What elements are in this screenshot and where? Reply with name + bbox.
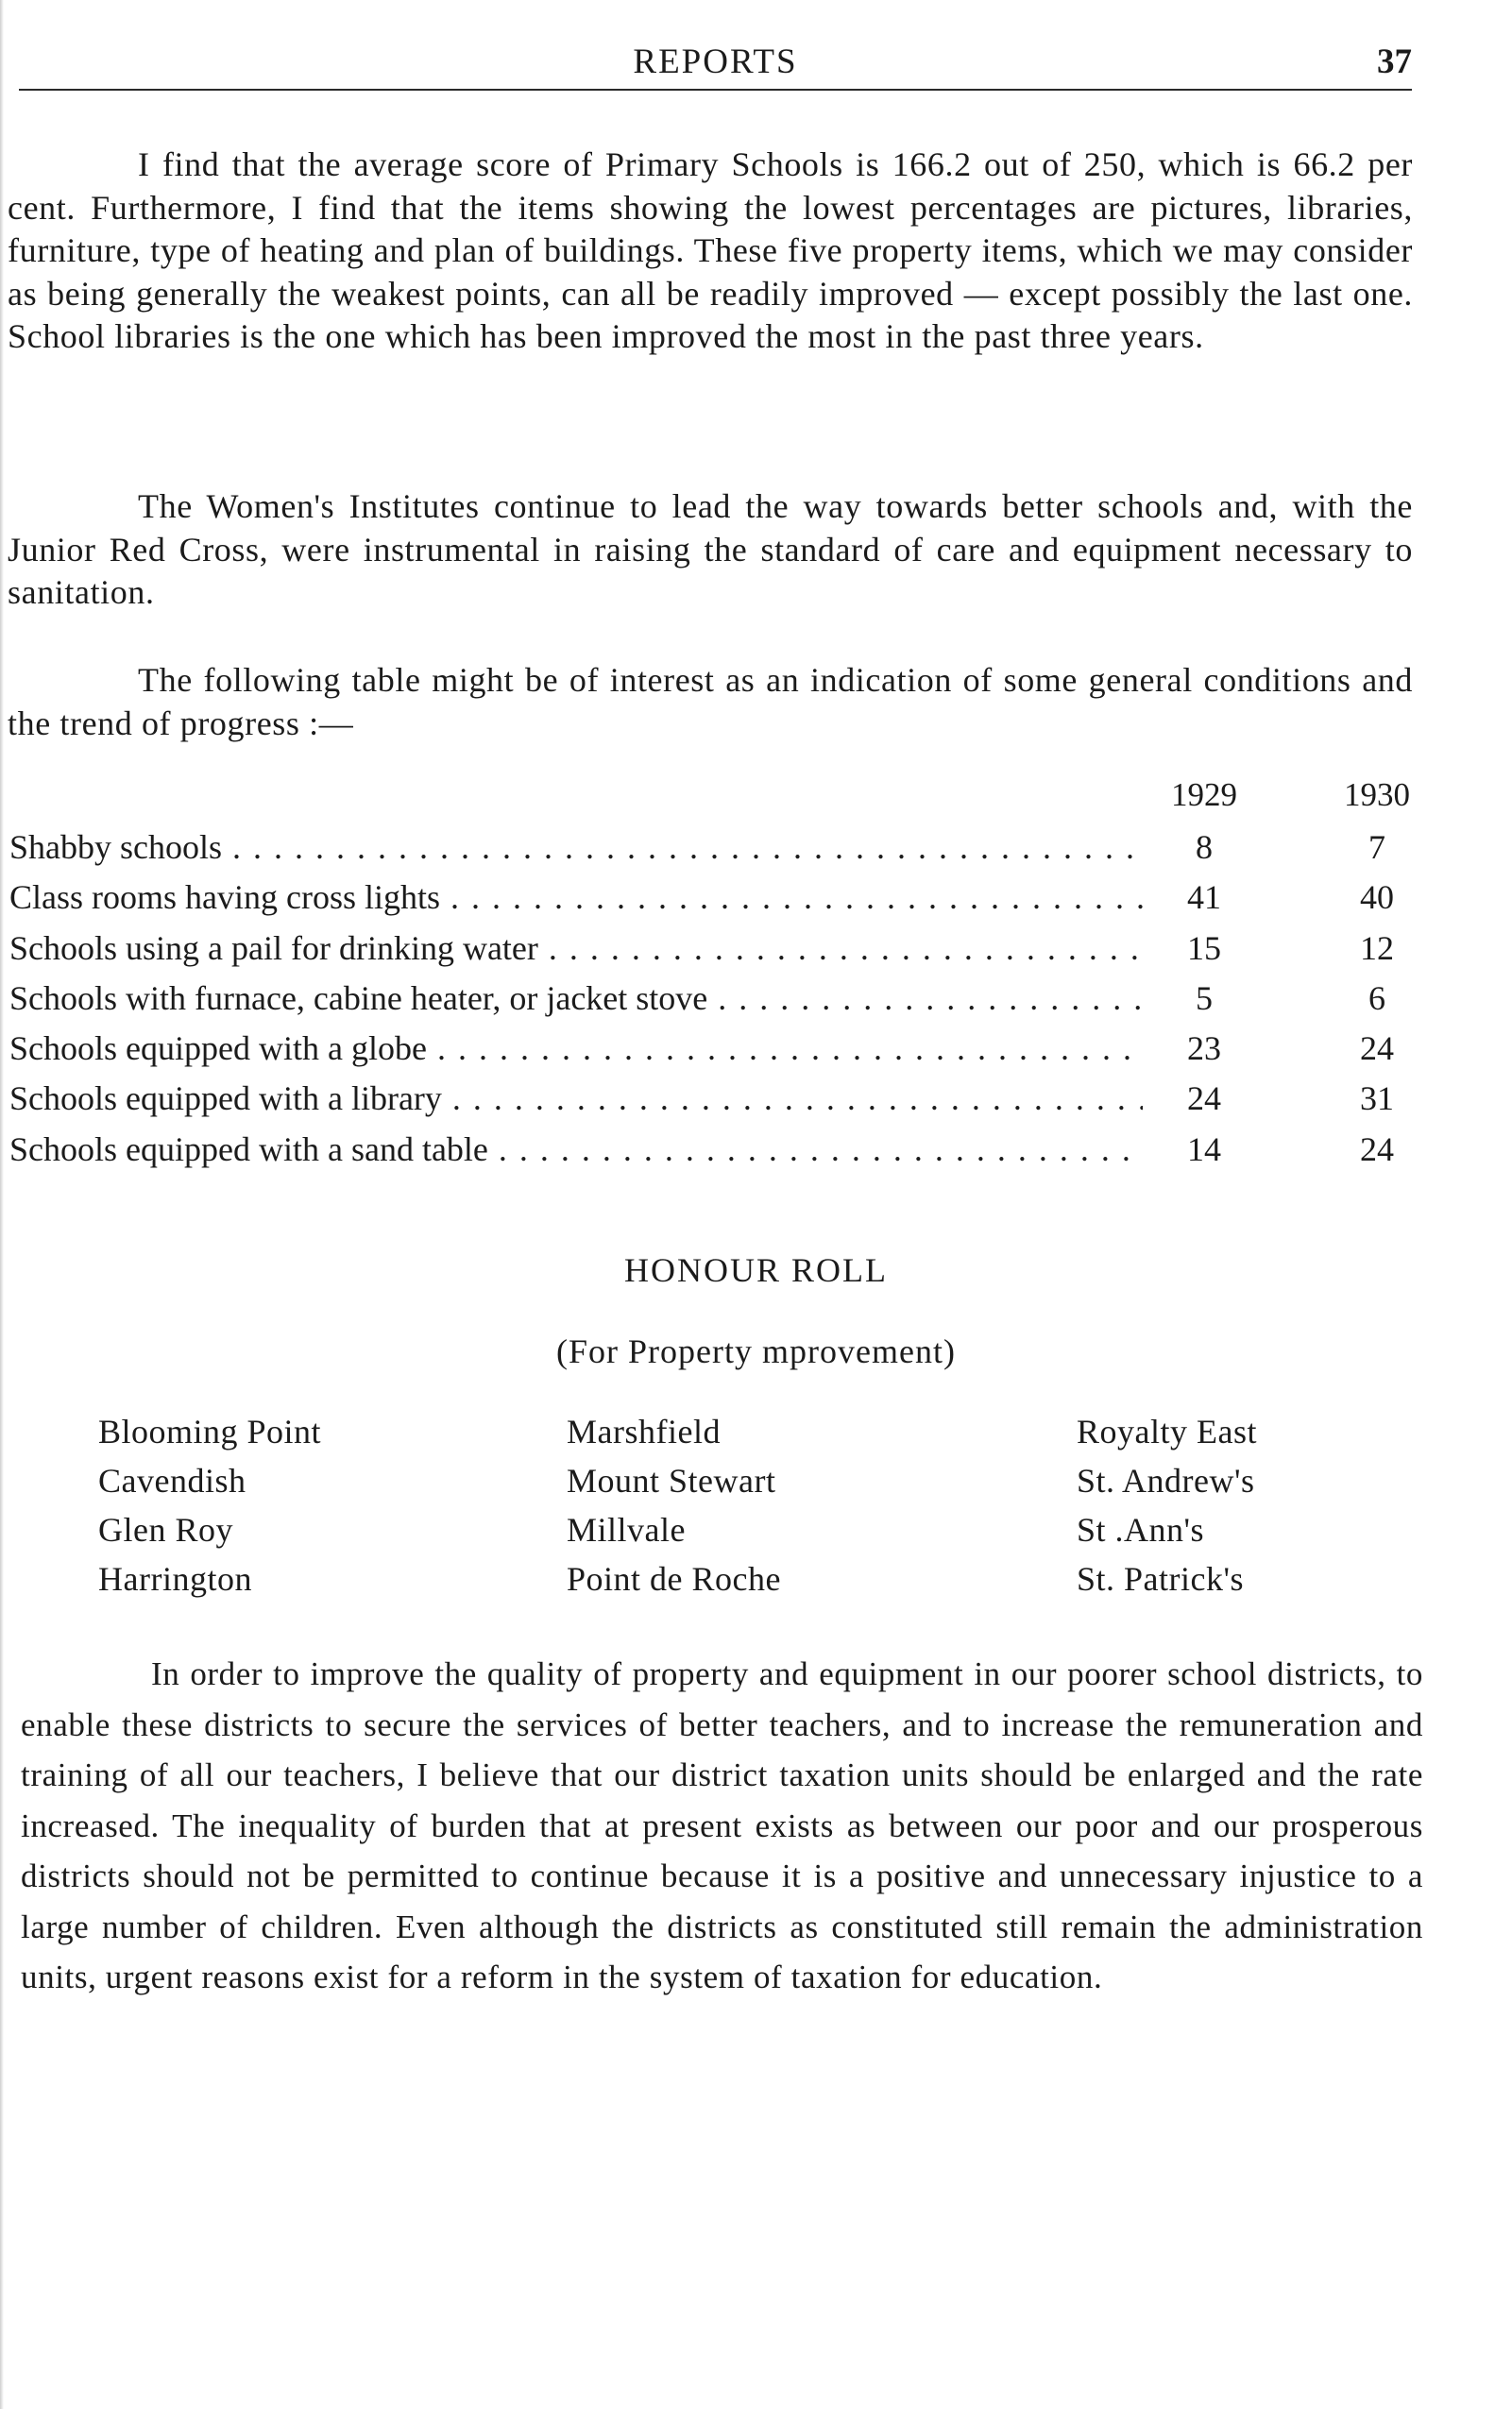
honour-roll-column-1 — [98, 1407, 321, 1603]
paragraph-primary-schools-score: I find that the average score of Primary Schools is 166.2 out of 250, which is 66.2 per cent. Furthermore, I find that the items showing the lowest percentages are pictures, libraries, furniture, type of heating and plan of buildings. These five property items, which we may consider as being generally the weakest points, can all be readily improved — except possibly the last one. School libraries is the one which has been improved the most in the past three years. — [8, 145, 1413, 355]
value-1930: 7 — [1368, 828, 1385, 866]
honour-roll-school: Harrington — [98, 1560, 252, 1598]
value-1929: 23 — [1187, 1029, 1221, 1068]
table-row — [9, 827, 1417, 877]
table-row — [9, 1028, 1417, 1078]
honour-roll-school: St .Ann's — [1077, 1511, 1205, 1549]
honour-roll-column-3 — [1077, 1407, 1257, 1603]
honour-roll-school: Point de Roche — [567, 1560, 781, 1598]
value-1930: 31 — [1360, 1079, 1394, 1118]
paragraph-table-intro: The following table might be of interest as an indication of some general conditions and the trend of progress :— — [8, 661, 1413, 742]
value-1929: 8 — [1196, 828, 1213, 866]
honour-roll-subtitle: (For Property mprovement) — [556, 1332, 956, 1370]
value-1929: 14 — [1187, 1129, 1221, 1168]
value-1929: 15 — [1187, 928, 1221, 967]
page-edge-shadow — [0, 0, 4, 2409]
honour-roll-school: Mount Stewart — [567, 1462, 776, 1500]
table-row — [9, 1078, 1417, 1128]
row-label: Schools using a pail for drinking water . . . — [9, 928, 1143, 968]
paragraph-taxation-reform: In order to improve the quality of property and equipment in our poorer school districts, to enable these districts to secure the services of better teachers, and to increase the remuneration and training of all our teachers, I believe that our district taxation units should be enlarged and the rate increased. The inequality of burden that at present exists as between our poor and our prosperous districts should not be permitted to continue because it is a positive and unnecessary injustice to a large number of children. Even although the districts as constituted still remain the administration units, urgent reasons exist for a reform in the system of taxation for education. — [21, 1655, 1423, 1995]
table-header-row — [9, 776, 1417, 827]
value-1930: 24 — [1360, 1129, 1394, 1168]
value-1930: 40 — [1360, 878, 1394, 917]
honour-roll-school: Blooming Point — [98, 1413, 322, 1450]
value-1930: 6 — [1368, 978, 1385, 1017]
honour-roll-school: Marshfield — [567, 1413, 721, 1450]
value-1929: 24 — [1187, 1079, 1221, 1118]
honour-roll-school: St. Patrick's — [1077, 1560, 1244, 1598]
table-row — [9, 978, 1417, 1028]
row-label: Class rooms having cross lights . . . — [9, 877, 1143, 917]
honour-roll-school: Glen Roy — [98, 1511, 233, 1549]
conditions-table — [9, 776, 1417, 1179]
honour-roll-school: Millvale — [567, 1511, 686, 1549]
honour-roll-school: Royalty East — [1077, 1413, 1257, 1450]
table-row — [9, 928, 1417, 978]
year-header-1929: 1929 — [1171, 776, 1237, 813]
header-title: REPORTS — [633, 42, 798, 81]
paragraph-womens-institutes: The Women's Institutes continue to lead the way towards better schools and, with the Junior Red Cross, were instrumental in raising the standard of care and equipment necessary to sanitation. — [8, 487, 1413, 611]
row-label: Schools equipped with a library . . . — [9, 1078, 1143, 1118]
running-header — [19, 42, 1412, 91]
honour-roll-school: St. Andrew's — [1077, 1462, 1255, 1500]
value-1930: 24 — [1360, 1029, 1394, 1068]
year-header-1930: 1930 — [1344, 776, 1410, 813]
value-1930: 12 — [1360, 928, 1394, 967]
value-1929: 5 — [1196, 978, 1213, 1017]
row-label: Schools equipped with a sand table . . . — [9, 1129, 1143, 1169]
row-label: Schools equipped with a globe . . . — [9, 1028, 1143, 1068]
row-label: Shabby schools . . . — [9, 827, 1143, 867]
honour-roll-school: Cavendish — [98, 1462, 246, 1500]
honour-roll-column-2 — [567, 1407, 781, 1603]
table-row — [9, 877, 1417, 927]
honour-roll-title: HONOUR ROLL — [624, 1251, 888, 1289]
table-row — [9, 1129, 1417, 1179]
page-number: 37 — [1377, 42, 1412, 81]
value-1929: 41 — [1187, 878, 1221, 917]
row-label: Schools with furnace, cabine heater, or jacket stove . . . — [9, 978, 1143, 1018]
